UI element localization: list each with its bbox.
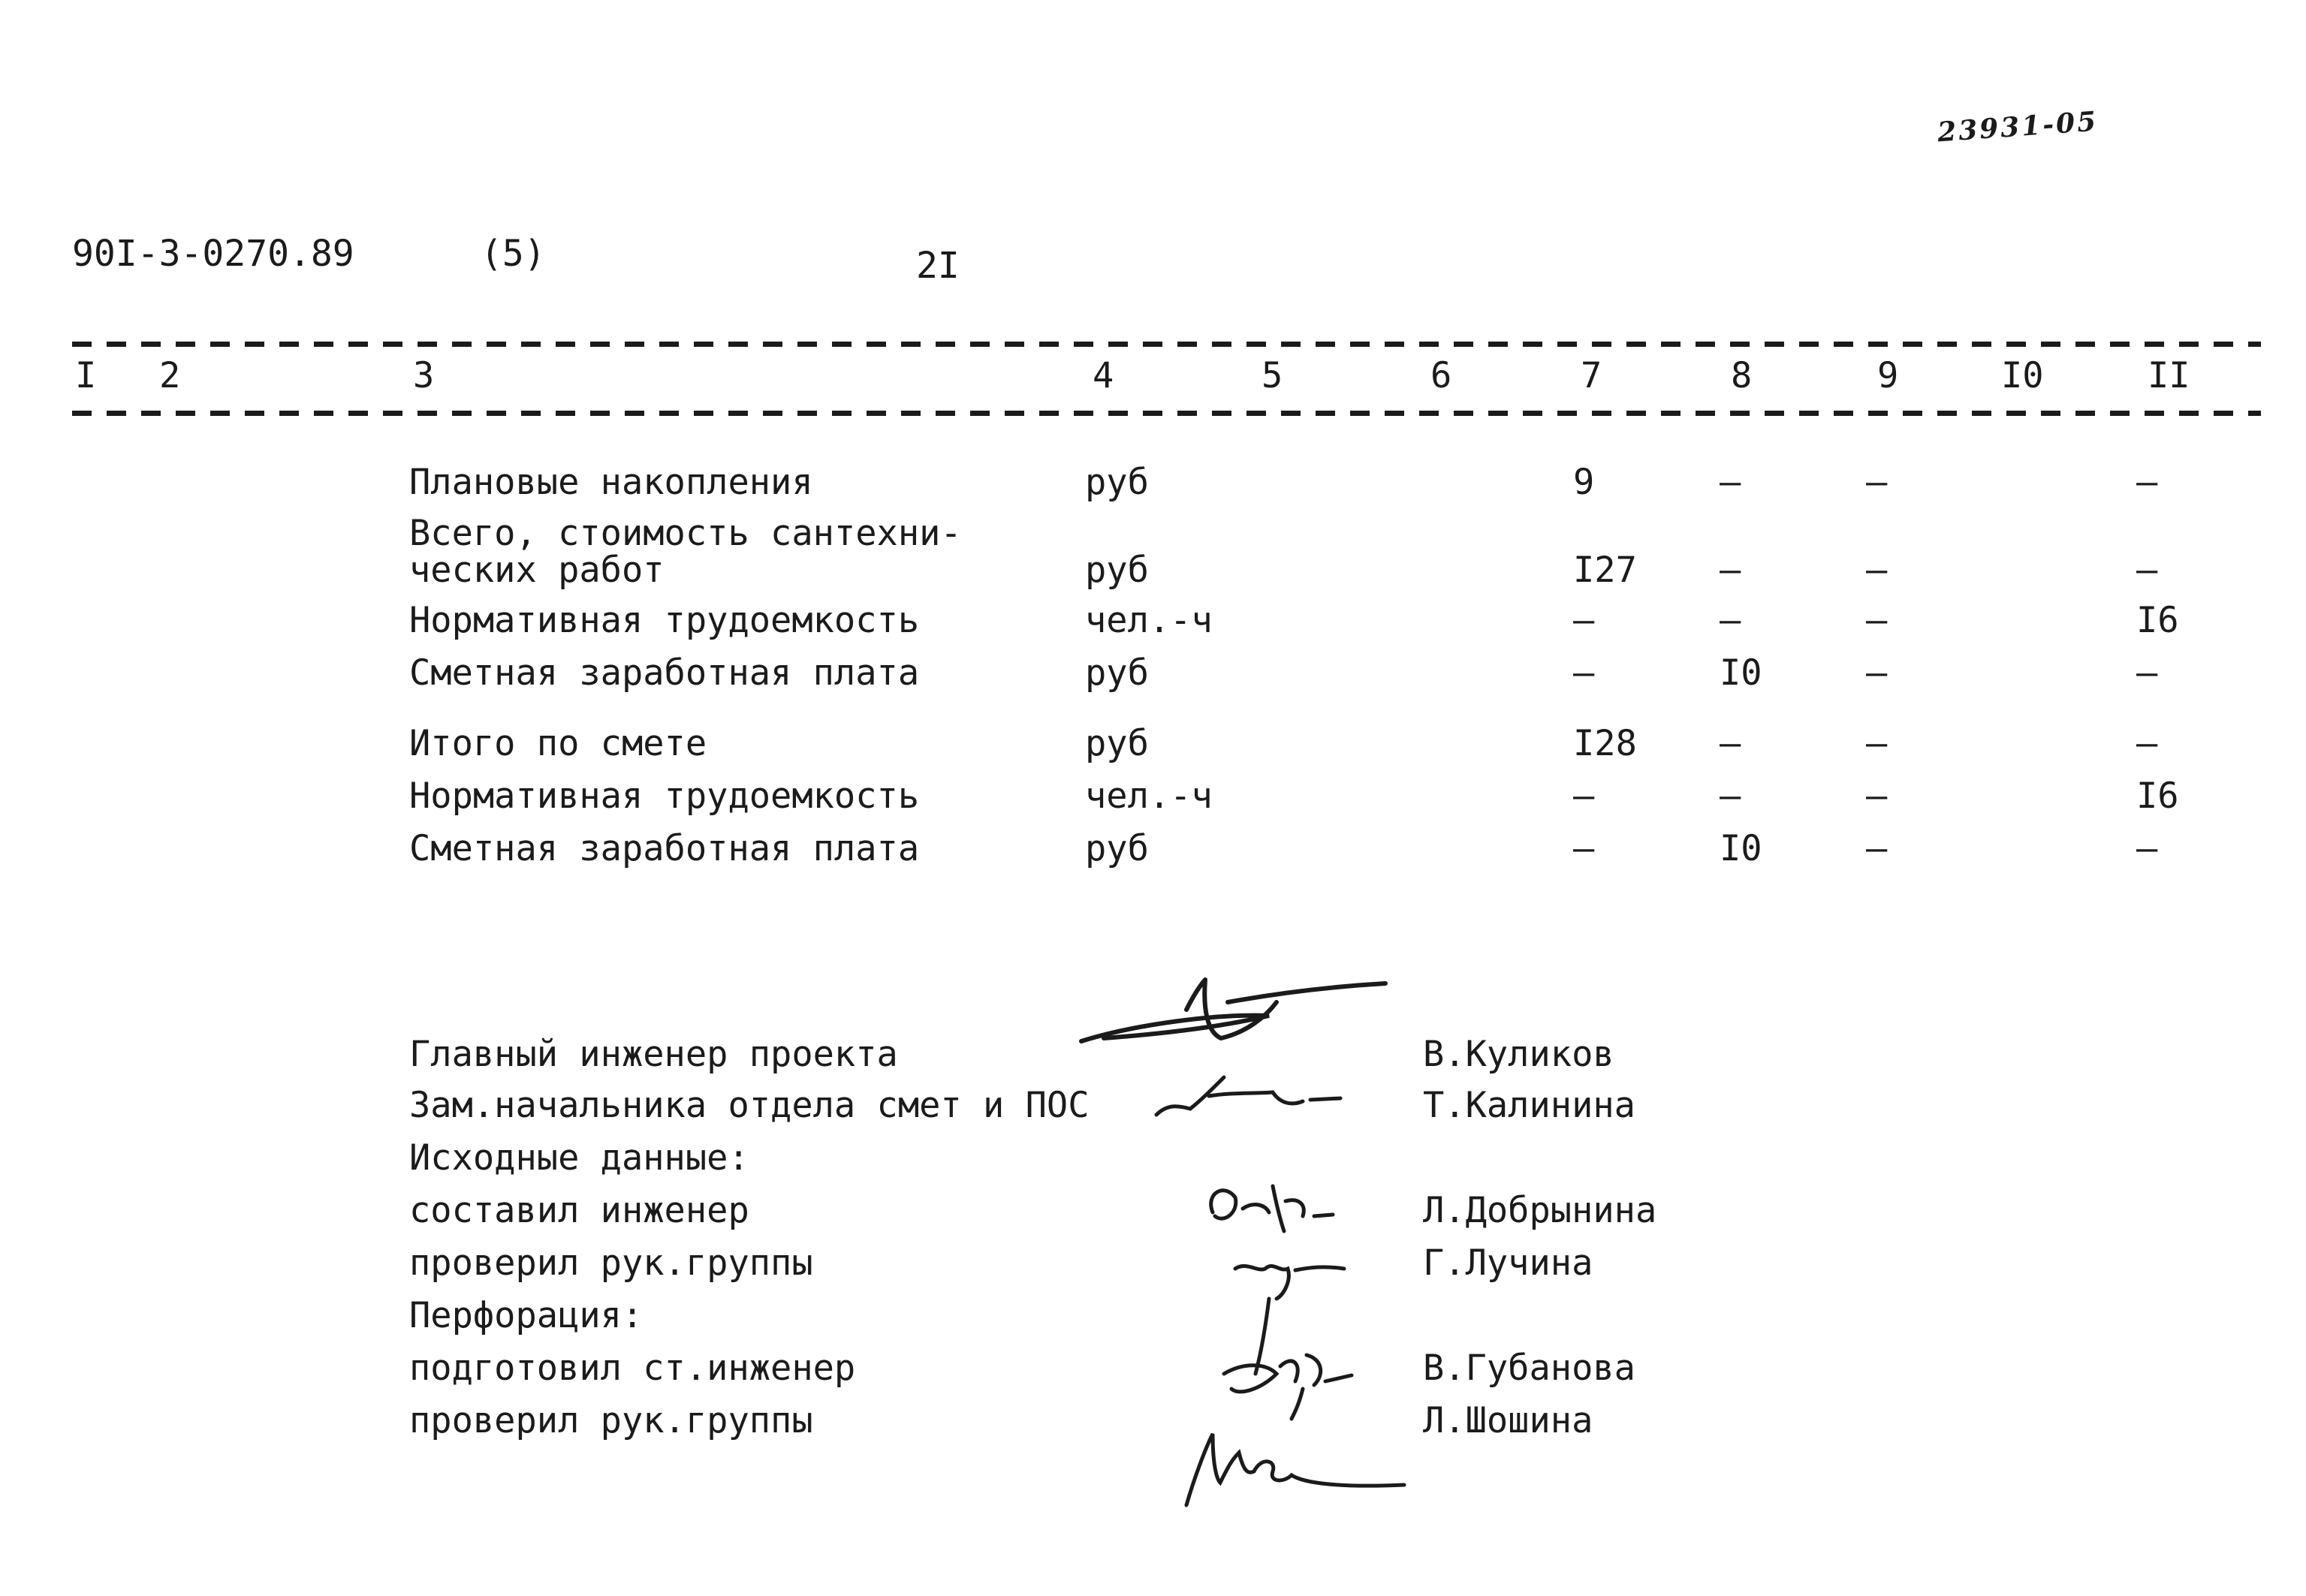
row-unit: руб: [1085, 462, 1149, 503]
signature-gubanova-shoshina: [1171, 1291, 1427, 1516]
cell-col7: –: [1573, 652, 1595, 694]
signer-role: проверил рук.группы: [409, 1400, 813, 1441]
column-header: I0: [2001, 355, 2044, 396]
signature-kalinina: [1149, 1062, 1359, 1130]
column-header: II: [2148, 355, 2190, 396]
cell-col8: –: [1720, 723, 1741, 764]
cell-col7: –: [1573, 775, 1595, 817]
header-rule-bottom: [72, 411, 2261, 416]
row-unit: чел.-ч: [1085, 775, 1213, 817]
row-label: Нормативная трудоемкость: [409, 775, 920, 817]
page-number: 2I: [916, 245, 960, 287]
cell-col7: –: [1573, 828, 1595, 869]
row-label: Сметная заработная плата: [409, 828, 920, 869]
cell-col11: –: [2136, 652, 2158, 694]
cell-col9: –: [1866, 652, 1888, 694]
row-unit: руб: [1085, 828, 1149, 869]
signer-role: составил инженер: [409, 1190, 749, 1231]
row-label: Плановые накопления: [409, 462, 813, 503]
cell-col9: –: [1866, 723, 1888, 764]
column-header: 8: [1731, 355, 1753, 396]
cell-col8: –: [1720, 775, 1741, 817]
signer-name: В.Губанова: [1423, 1348, 1635, 1389]
cell-col9: –: [1866, 775, 1888, 817]
cell-col8: –: [1720, 462, 1741, 503]
column-header: 3: [413, 355, 435, 396]
archive-number: 23931-05: [1936, 105, 2100, 149]
signer-name: В.Куликов: [1423, 1034, 1614, 1075]
row-label: Всего, стоимость сантехни-: [409, 513, 962, 554]
signer-name: Г.Лучина: [1423, 1242, 1593, 1284]
cell-col9: –: [1866, 462, 1888, 503]
cell-col8: –: [1720, 600, 1741, 641]
row-unit: чел.-ч: [1085, 600, 1213, 641]
signer-role: Главный инженер проекта: [409, 1034, 898, 1075]
cell-col7: –: [1573, 600, 1595, 641]
cell-col11: I6: [2136, 600, 2179, 641]
signer-name: Л.Шошина: [1423, 1400, 1593, 1441]
cell-col8: I0: [1720, 652, 1762, 694]
signature-dobrynina: [1201, 1171, 1352, 1246]
cell-col9: –: [1866, 600, 1888, 641]
signer-name: Л.Добрынина: [1423, 1190, 1657, 1231]
cell-col11: –: [2136, 828, 2158, 869]
row-unit: руб: [1085, 723, 1149, 764]
row-label-continued: ческих работ: [409, 550, 665, 591]
column-header: 6: [1430, 355, 1452, 396]
row-label: Итого по смете: [409, 723, 707, 764]
cell-col8: I0: [1720, 828, 1762, 869]
cell-col11: I6: [2136, 775, 2179, 817]
signer-role: Зам.начальника отдела смет и ПОС: [409, 1085, 1090, 1126]
cell-col9: –: [1866, 550, 1888, 591]
column-header: 5: [1262, 355, 1283, 396]
cell-col7: I27: [1573, 550, 1637, 591]
column-header: 4: [1093, 355, 1114, 396]
row-label: Нормативная трудоемкость: [409, 600, 920, 641]
doc-code: 90I-3-0270.89: [72, 233, 354, 275]
cell-col7: 9: [1573, 462, 1595, 503]
header-rule-top: [72, 342, 2261, 347]
doc-part: (5): [481, 233, 546, 275]
cell-col8: –: [1720, 550, 1741, 591]
cell-col7: I28: [1573, 723, 1637, 764]
column-header: I: [75, 355, 97, 396]
cell-col9: –: [1866, 828, 1888, 869]
row-label: Сметная заработная плата: [409, 652, 920, 694]
cell-col11: –: [2136, 550, 2158, 591]
signer-role: подготовил ст.инженер: [409, 1348, 856, 1389]
cell-col11: –: [2136, 462, 2158, 503]
column-header: 2: [159, 355, 181, 396]
column-header: 9: [1877, 355, 1899, 396]
section-heading: Исходные данные:: [409, 1137, 749, 1179]
row-unit: руб: [1085, 550, 1149, 591]
cell-col11: –: [2136, 723, 2158, 764]
signer-role: проверил рук.группы: [409, 1242, 813, 1284]
column-header: 7: [1581, 355, 1602, 396]
row-unit: руб: [1085, 652, 1149, 694]
signer-name: Т.Калинина: [1423, 1085, 1635, 1126]
section-heading: Перфорация:: [409, 1295, 644, 1336]
